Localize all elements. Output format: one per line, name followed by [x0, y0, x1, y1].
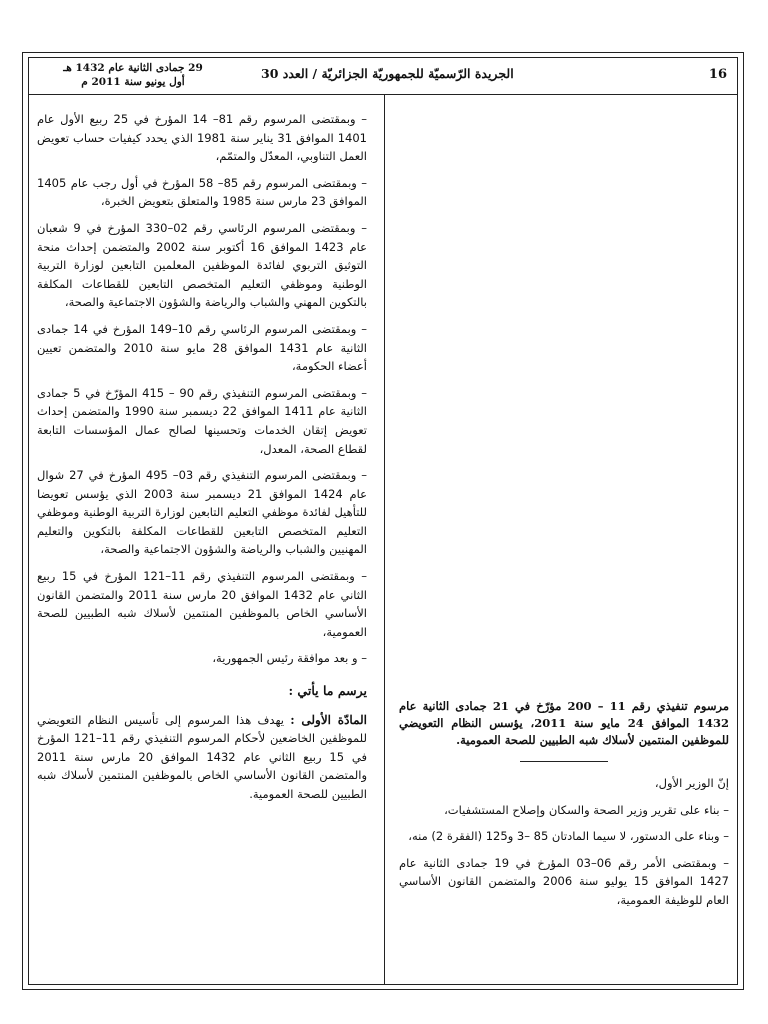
title-divider [520, 761, 608, 762]
preamble-paragraph: إنّ الوزير الأول، [654, 776, 729, 790]
recital-paragraph: – و بعد موافقة رئيس الجمهورية، [212, 651, 367, 666]
column-divider [384, 94, 385, 984]
page-number: 16 [708, 67, 727, 82]
preamble-paragraph: – بناء على تقرير وزير الصحة والسكان وإصلاح المستشفيات، [444, 802, 729, 817]
left-column [37, 110, 367, 812]
issue-date-gregorian: أول يونيو سنة 2011 م [81, 76, 185, 88]
recital-paragraph: – وبمقتضى المرسوم التنفيذي رقم 03– 495 المؤرخ في 27 شوال عام 1424 الموافق 21 ديسمبر سنة 2003 الذي يؤسس تعويضا للتأهيل لفائدة موظفي التعليم التابعين لوزارة التربية الوطنية وموظفي التعليم المتخصص التابعين للقطاعات المكلفة بالتكوين والتعليم المهنيين والشباب والرياضة والشؤون الاجتماعية والصحة، [37, 468, 367, 557]
recital-paragraph: – وبمقتضى المرسوم الرئاسي رقم 10–149 المؤرخ في 14 جمادى الثانية عام 1431 الموافق 28 مايو سنة 2010 والمتضمن تعيين أعضاء الحكومة، [37, 321, 368, 374]
article-text: يهدف هذا المرسوم إلى تأسيس النظام التعويضي للموظفين الخاضعين لأحكام المرسوم التنفيذي رقم 11–121 المؤرخ في 15 ربيع الثاني عام 1432 الموافق 20 مارس سنة 2011 والمتضمن القانون الأساسي الخاص بالموظفين المنتمين لأسلاك شبه الطبيين للصحة العمومية. [37, 712, 367, 801]
decree-title: مرسوم تنفيذي رقم 11 – 200 مؤرّخ في 21 جمادى الثانية عام 1432 الموافق 24 مايو سنة 2011، يؤسس النظام التعويضي للموظفين المنتمين لأسلاك شبه الطبيين للصحة العمومية. [399, 699, 730, 747]
article-one [37, 711, 367, 804]
preamble-paragraph: – وبناء على الدستور، لا سيما المادتان 85 –3 و125 (الفقرة 2) منه، [408, 829, 729, 844]
decree-heading: يرسم ما يأتي : [288, 683, 367, 699]
recital-paragraph: – وبمقتضى المرسوم رقم 85– 58 المؤرخ في أول رجب عام 1405 الموافق 23 مارس سنة 1985 والمتعلق بتعويض الخبرة، [37, 175, 368, 209]
issue-date [35, 61, 231, 89]
page-header [29, 58, 737, 95]
recital-paragraph: – وبمقتضى المرسوم التنفيذي رقم 11–121 المؤرخ في 15 ربيع الثاني عام 1432 الموافق 20 مارس سنة 2011 والمتضمن القانون الأساسي الخاص بالموظفين المنتمين لأسلاك شبه الطبيين للصحة العمومية، [37, 569, 367, 639]
gazette-title: الجريدة الرّسميّة للجمهوريّة الجزائريّة / العدد 30 [261, 66, 514, 81]
page-inner-frame [28, 57, 738, 985]
page-frame [22, 52, 744, 990]
recital-paragraph: – وبمقتضى المرسوم رقم 81– 14 المؤرخ في 25 ربيع الأول عام 1401 الموافق 31 يناير سنة 1981 الذي يحدد كيفيات حساب تعويض العمل التناوبي، المعدّل والمتمّم، [37, 112, 367, 164]
recital-paragraph: – وبمقتضى المرسوم الرئاسي رقم 02–330 المؤرخ في 9 شعبان عام 1423 الموافق 16 أكتوبر سنة 2002 والمتضمن إحداث منحة التوثيق التربوي لفائدة الموظفين المعلمين التابعين لوزارة التربية الوطنية وموظفي التعليم المتخصص التابعين للقطاعات المكلفة بالتكوين المهني والشباب والرياضة والشؤون الاجتماعية والصحة، [37, 220, 367, 310]
issue-date-hijri: 29 جمادى الثانية عام 1432 هـ [63, 62, 203, 74]
preamble-paragraph: – وبمقتضى الأمر رقم 06–03 المؤرخ في 19 جمادى الثانية عام 1427 الموافق 15 يوليو سنة 2006 والمتضمن القانون الأساسي العام للوظيفة العمومية، [399, 855, 729, 907]
right-column [399, 698, 729, 918]
recital-paragraph: – وبمقتضى المرسوم التنفيذي رقم 90 – 415 المؤرّخ في 5 جمادى الثانية عام 1411 الموافق 22 ديسمبر سنة 1990 والمتضمن إحداث تعويض إتقان الخدمات وتحسينها لصالح عمال المؤسسات التابعة لقطاع الصحة، المعدل، [37, 385, 367, 456]
article-label: المادّة الأولى : [290, 712, 367, 727]
